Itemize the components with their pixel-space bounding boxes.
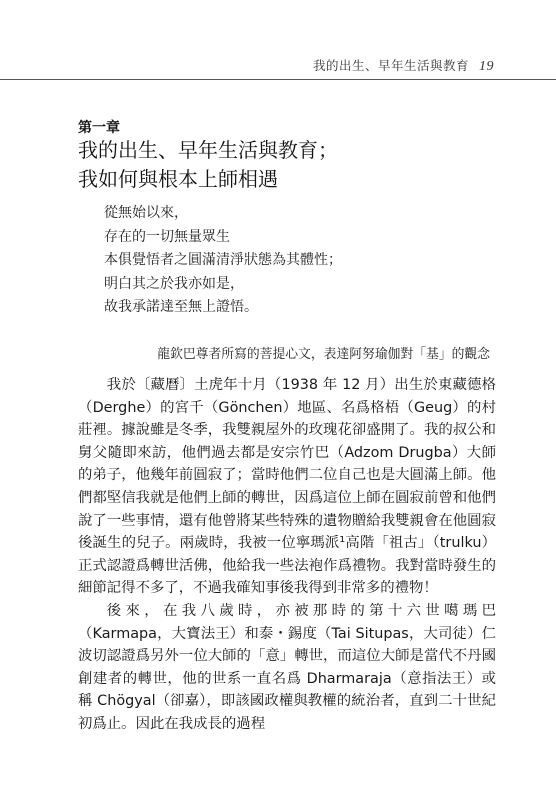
running-header [313, 56, 494, 75]
chapter-title-line-2: 我如何與根本上師相遇 [78, 167, 278, 191]
body-paragraph: 後來，在我八歲時，亦被那時的第十六世噶瑪巴（Karmapa，大寶法王）和泰・錫度（Tai Situpas，大司徒）仁波切認證爲另外一位大師的「意」轉世，而這位大師是當代不丹國創建者的轉世，他的世系一直名爲 Dharmaraja（意指法王）或稱 Chögyal（卻嘉），即該國政權與教權的統治者，直到二十世紀初爲止。因此在我成長的過程 [78, 602, 496, 732]
verse-line: 故我承諾達至無上證悟。 [104, 299, 258, 315]
running-title: 我的出生、早年生活與教育 [312, 58, 469, 73]
body-paragraph: 我於〔藏曆〕土虎年十月（1938 年 12 月）出生於東藏德格（Derghe）的宮千（Gönchen）地區、名爲格梧（Geug）的村莊裡。據說雖是冬季，我雙親屋外的玫瑰花卻盛開了。我的叔公和舅父隨即來訪，他們過去都是安宗竹巴（Adzom Drugba）大師的弟子，他幾年前圓寂了；當時他們二位自己也是大圓滿上師。他們都堅信我就是他們上師的轉世，因爲這位上師在圓寂前曾和他們說了一些事情，還有他曾將某些特殊的遺物贈給我雙親會在他圓寂後誕生的兒子。兩歲時，我被一位寧瑪派¹高階「祖古」（trulku）正式認證爲轉世活佛，他給我一些法袍作爲禮物。我對當時發生的細節記得不多了，不過我確知事後我得到非常多的禮物！ [78, 377, 496, 597]
header-rule [0, 79, 556, 80]
verse-line: 明白其之於我亦如是， [104, 275, 244, 292]
epigraph-attribution: 龍欽巴尊者所寫的菩提心文，表達阿努瑜伽對「基」的觀念 [157, 347, 490, 362]
body-text [78, 374, 496, 736]
verse-line: 存在的一切無量眾生 [104, 228, 230, 245]
epigraph-verse [104, 202, 464, 320]
verse-line: 本俱覺悟者之圓滿清淨狀態為其體性； [104, 252, 342, 268]
verse-line: 從無始以來， [104, 205, 188, 221]
chapter-label: 第一章 [78, 120, 120, 136]
chapter-title [78, 136, 498, 194]
page-number: 19 [479, 59, 494, 74]
chapter-title-line-1: 我的出生、早年生活與教育； [78, 138, 338, 162]
